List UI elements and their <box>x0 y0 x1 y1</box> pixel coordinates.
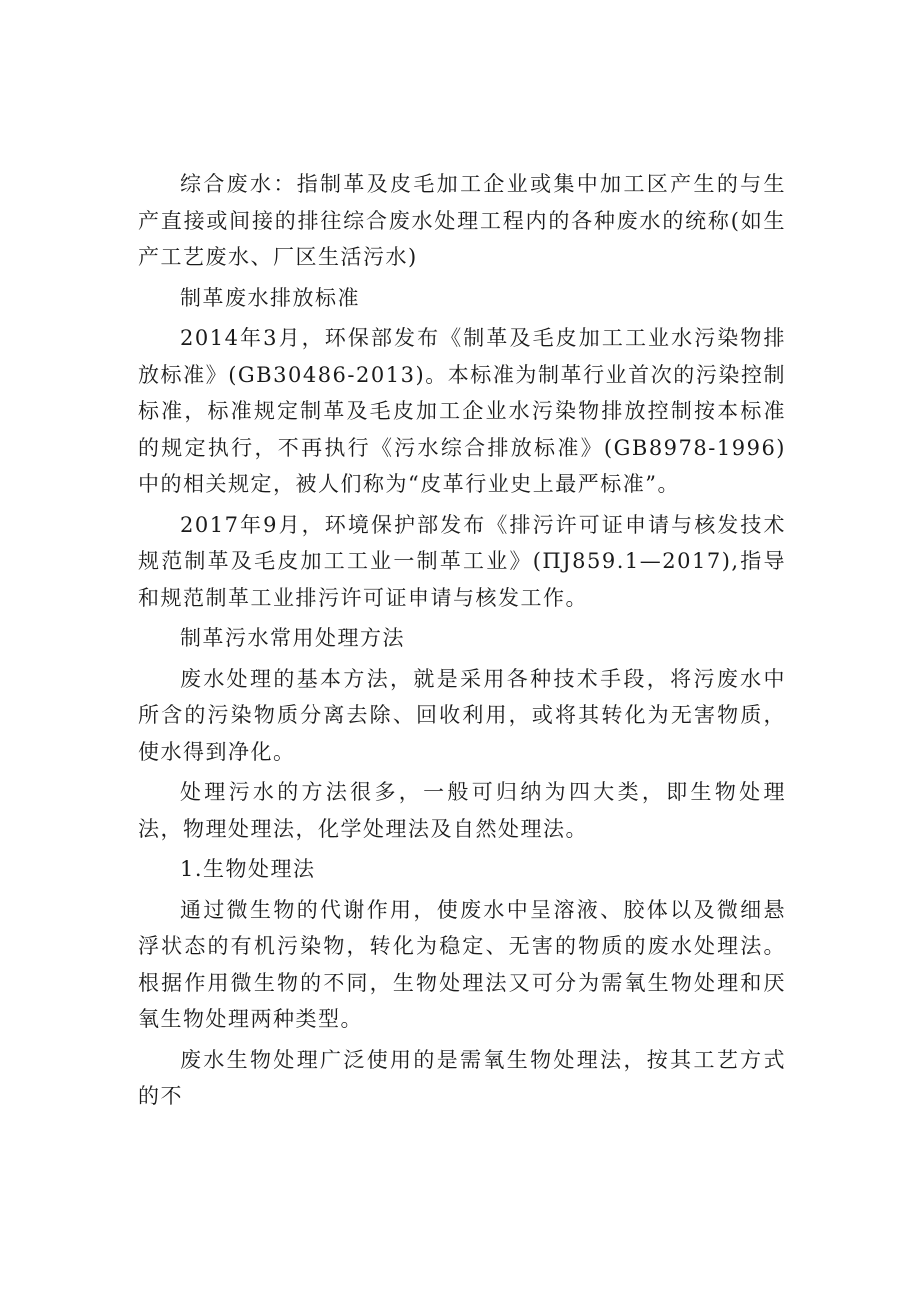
paragraph-aerobic-treatment: 废水生物处理广泛使用的是需氧生物处理法，按其工艺方式的不 <box>138 1047 786 1108</box>
document-body <box>138 166 786 1115</box>
heading-treatment-methods: 制革污水常用处理方法 <box>180 626 405 650</box>
heading-biological-treatment: 1.生物处理法 <box>180 857 316 881</box>
paragraph-basic-method: 废水处理的基本方法，就是采用各种技术手段，将污废水中所含的污染物质分离去除、回收利用，或将其转化为无害物质，使水得到净化。 <box>138 666 786 764</box>
paragraph-microbial-metabolism: 通过微生物的代谢作用，使废水中呈溶液、胶体以及微细悬浮状态的有机污染物，转化为稳定、无害的物质的废水处理法。根据作用微生物的不同，生物处理法又可分为需氧生物处理和厌氧生物处理两种类型。 <box>138 897 786 1031</box>
paragraph-four-categories: 处理污水的方法很多，一般可归纳为四大类，即生物处理法，物理处理法，化学处理法及自然处理法。 <box>138 780 786 841</box>
paragraph-composite-wastewater: 综合废水：指制革及皮毛加工企业或集中加工区产生的与生产直接或间接的排往综合废水处理工程内的各种废水的统称(如生产工艺废水、厂区生活污水) <box>138 172 786 269</box>
paragraph-2014-standard: 2014年3月，环保部发布《制革及毛皮加工工业水污染物排放标准》(GB30486-2013)。本标准为制革行业首次的污染控制标准，标准规定制革及毛皮加工企业水污染物排放控制按本标准的规定执行，不再执行《污水综合排放标准》(GB8978-1996)中的相关规定，被人们称为“皮革行业史上最严标准”。 <box>138 326 786 496</box>
paragraph-2017-permit: 2017年9月，环境保护部发布《排污许可证申请与核发技术规范制革及毛皮加工工业一制革工业》(ПJ859.1—2017),指导和规范制革工业排污许可证申请与核发工作。 <box>138 512 786 610</box>
heading-discharge-standard: 制革废水排放标准 <box>180 285 360 310</box>
